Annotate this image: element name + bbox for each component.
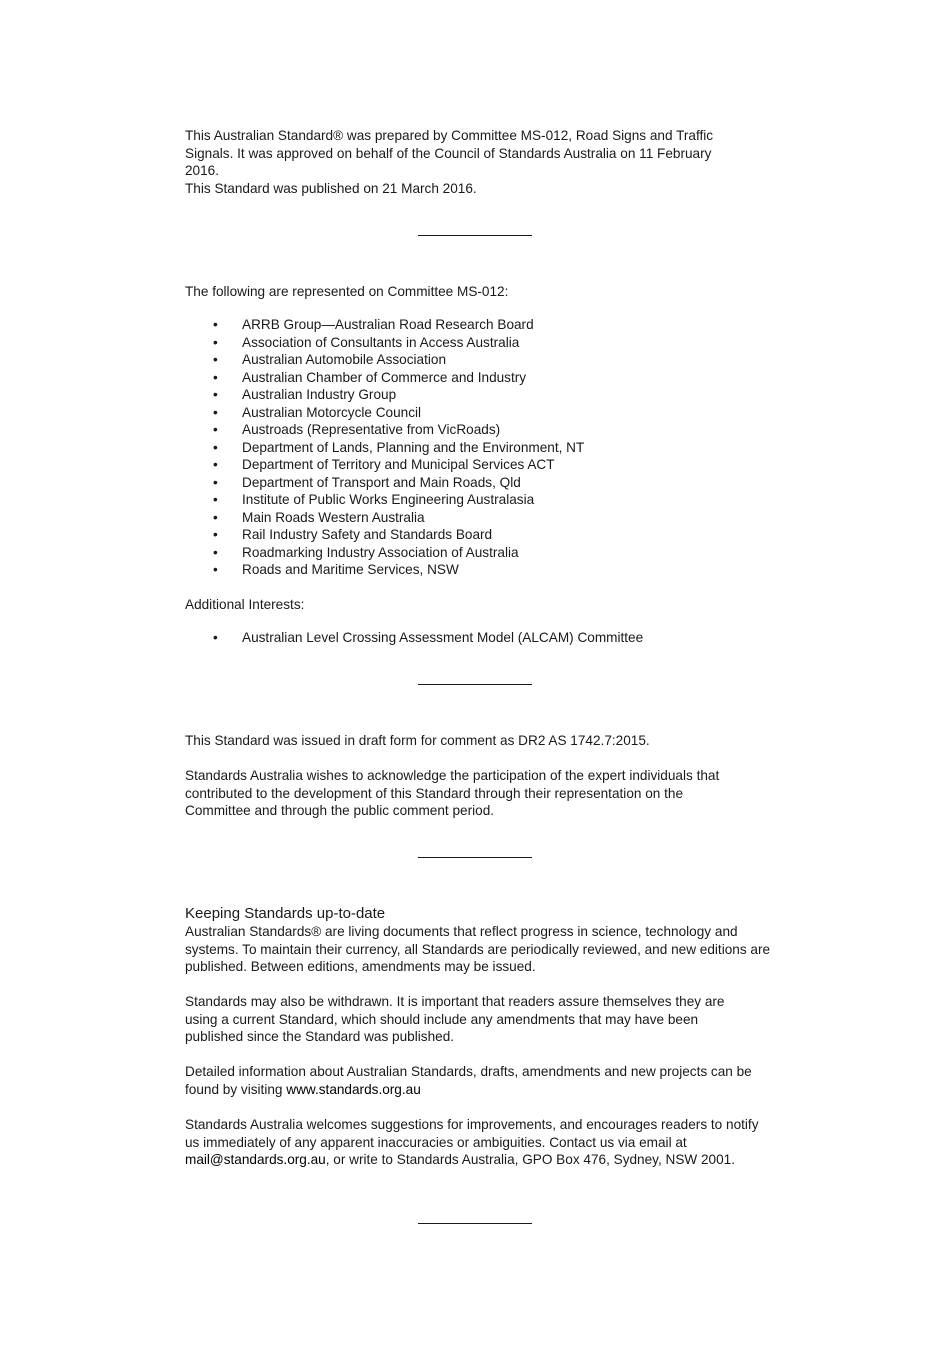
additional-interests — [185, 596, 775, 614]
list-item: • Australian Level Crossing Assessment Model (ALCAM) Committee — [185, 629, 775, 647]
approval-text: This Australian Standard® was prepared by Committee MS-012, Road Signs and Traffic Signals. It was approved on behalf of the Council of Standards Australia on 11 February 2016. — [185, 128, 714, 179]
list-item: • Department of Transport and Main Roads, Qld — [185, 474, 775, 492]
list-item: • Rail Industry Safety and Standards Board — [185, 526, 775, 544]
section-divider — [418, 235, 532, 236]
withdrawn-paragraph: Standards may also be withdrawn. It is important that readers assure themselves they are using a current Standard, which should include any amendments that may have been published since the Standard was published. — [185, 994, 725, 1045]
website-link[interactable]: www.standards.org.au — [286, 1081, 421, 1097]
list-item: • Roadmarking Industry Association of Australia — [185, 544, 775, 562]
email-link[interactable]: mail@standards.org.au — [185, 1152, 326, 1168]
contact-paragraph — [185, 1116, 765, 1169]
committee-member-list — [185, 316, 775, 579]
approval-section — [185, 127, 745, 197]
list-item: • Institute of Public Works Engineering Australasia — [185, 491, 775, 509]
list-item: • Main Roads Western Australia — [185, 509, 775, 527]
committee-section — [185, 283, 775, 301]
contact-paragraph-text: Standards Australia welcomes suggestions for improvements, and encourages readers to notify us immediately of any apparent inaccuracies or ambiguities. Contact us via email at — [185, 1117, 759, 1150]
contact-paragraph-tail: , or write to Standards Australia, GPO Box 476, Sydney, NSW 2001. — [325, 1152, 736, 1168]
publication-date-text: This Standard was published on 21 March 2016. — [185, 180, 477, 196]
contact-section — [185, 1116, 765, 1169]
list-item: • Australian Chamber of Commerce and Industry — [185, 369, 775, 387]
living-documents-paragraph: Australian Standards® are living documents that reflect progress in science, technology and systems. To maintain their currency, all Standards are periodically reviewed, and new editions are published. Between editions, amendments may be issued. — [185, 924, 771, 975]
list-item: • Australian Industry Group — [185, 386, 775, 404]
additional-members — [185, 629, 775, 647]
withdrawn-section — [185, 993, 755, 1046]
website-paragraph — [185, 1063, 765, 1098]
acknowledgement-section — [185, 767, 745, 820]
website-paragraph-text: Detailed information about Australian Standards, drafts, amendments and new projects can be found by visiting — [185, 1064, 752, 1097]
draft-issued-text: This Standard was issued in draft form for comment as DR2 AS 1742.7:2015. — [185, 733, 650, 748]
additional-member-list — [185, 629, 775, 647]
up-to-date-heading: Keeping Standards up-to-date — [185, 905, 386, 922]
draft-section — [185, 732, 775, 750]
section-divider — [418, 684, 532, 685]
up-to-date-section — [185, 905, 775, 976]
list-item: • Austroads (Representative from VicRoads) — [185, 421, 775, 439]
list-item: • Australian Automobile Association — [185, 351, 775, 369]
website-section — [185, 1063, 765, 1098]
committee-intro: The following are represented on Committee MS-012: — [185, 284, 509, 299]
section-divider — [418, 1223, 532, 1224]
section-divider — [418, 857, 532, 858]
list-item: • Australian Motorcycle Council — [185, 404, 775, 422]
acknowledgement-text: Standards Australia wishes to acknowledge the participation of the expert individuals that contributed to the development of this Standard through their representation on the Committee and through the public comment period. — [185, 768, 720, 819]
list-item: • Association of Consultants in Access Australia — [185, 334, 775, 352]
list-item: • Roads and Maritime Services, NSW — [185, 561, 775, 579]
list-item: • Department of Lands, Planning and the Environment, NT — [185, 439, 775, 457]
committee-members — [185, 316, 775, 579]
additional-interests-label: Additional Interests: — [185, 597, 305, 612]
list-item: • ARRB Group—Australian Road Research Board — [185, 316, 775, 334]
list-item: • Department of Territory and Municipal Services ACT — [185, 456, 775, 474]
